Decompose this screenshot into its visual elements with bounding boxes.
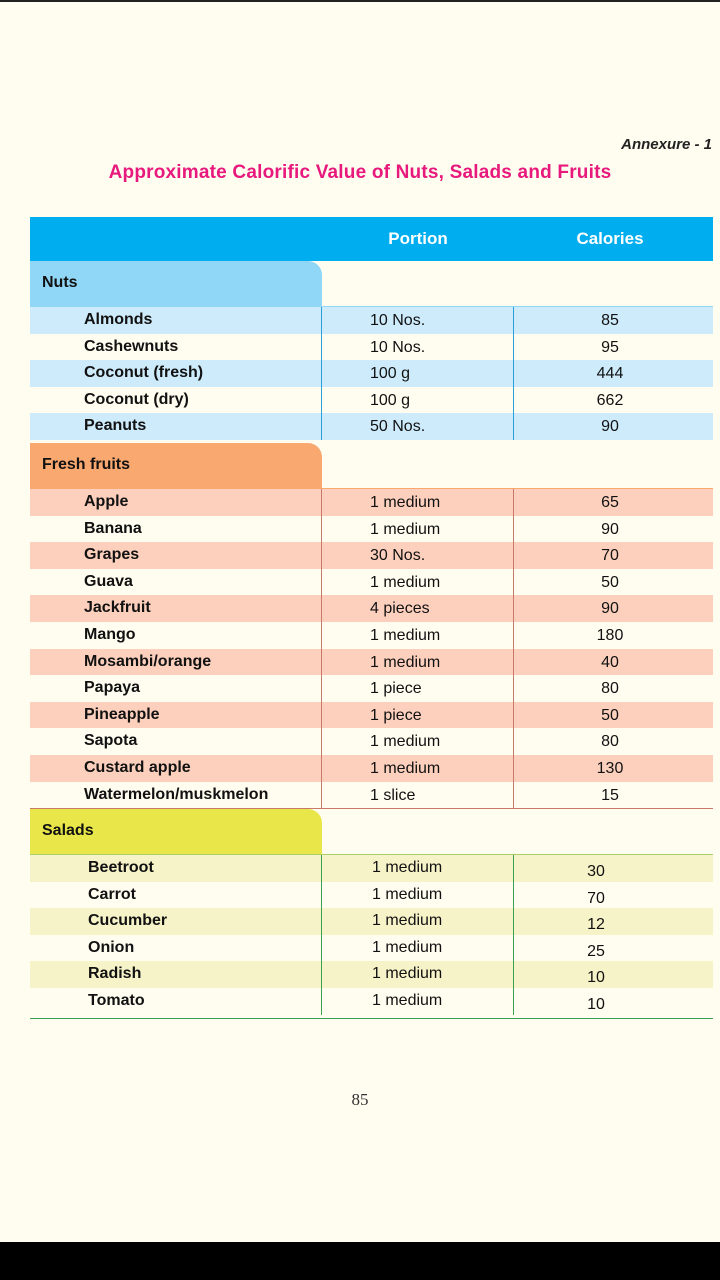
table-row <box>30 334 713 361</box>
section-fresh-fruits <box>30 443 713 809</box>
food-name: Banana <box>84 519 142 537</box>
calories-cell: 40 <box>601 653 619 671</box>
section-header <box>30 261 713 307</box>
section-title: Nuts <box>30 261 322 306</box>
portion-column-header: Portion <box>388 229 448 248</box>
portion-cell: 1 medium <box>370 733 441 751</box>
table-header <box>30 217 713 261</box>
food-name: Mosambi/orange <box>84 652 212 670</box>
portion-cell: 1 medium <box>370 759 441 777</box>
portion-cell: 100 g <box>370 365 411 383</box>
portion-cell: 1 medium <box>372 885 443 903</box>
section-header <box>30 443 713 489</box>
food-name: Cashewnuts <box>84 337 179 355</box>
portion-cell: 10 Nos. <box>370 312 426 329</box>
food-name: Watermelon/muskmelon <box>84 785 269 803</box>
food-name: Pineapple <box>84 705 160 723</box>
calories-cell: 662 <box>596 391 624 409</box>
food-name: Coconut (fresh) <box>84 364 204 382</box>
food-name: Grapes <box>84 546 140 564</box>
bottom-bar <box>0 1242 720 1280</box>
table-row <box>30 413 713 440</box>
calories-cell: 90 <box>601 520 619 538</box>
table-row <box>30 908 713 935</box>
food-name: Peanuts <box>84 417 147 435</box>
calories-cell: 130 <box>596 759 624 777</box>
calories-cell: 65 <box>601 493 619 511</box>
section-rows <box>30 489 713 808</box>
page-title: Approximate Calorific Value of Nuts, Salads and Fruits <box>108 162 612 183</box>
column-divider <box>321 855 322 1015</box>
table-row <box>30 755 713 782</box>
portion-cell: 1 medium <box>370 626 441 644</box>
portion-cell: 1 medium <box>372 938 443 956</box>
page-number: 85 <box>351 1090 369 1109</box>
food-name: Apple <box>84 492 129 510</box>
portion-cell: 50 Nos. <box>370 418 426 436</box>
table-row <box>30 935 713 962</box>
food-name: Jackfruit <box>84 599 151 617</box>
calories-cell: 10 <box>587 996 605 1014</box>
calories-cell: 30 <box>587 863 605 881</box>
column-divider <box>321 307 322 440</box>
table-row <box>30 855 713 882</box>
portion-cell: 10 Nos. <box>370 338 426 356</box>
food-name: Tomato <box>88 992 145 1010</box>
calories-column-header: Calories <box>576 229 644 248</box>
table-row <box>30 728 713 755</box>
table-row <box>30 649 713 676</box>
calories-cell: 80 <box>601 680 619 698</box>
food-name: Coconut (dry) <box>84 390 189 408</box>
table-row <box>30 622 713 649</box>
calories-cell: 12 <box>587 916 605 934</box>
portion-cell: 1 medium <box>370 493 441 511</box>
column-divider <box>513 855 514 1015</box>
calorie-table <box>30 217 713 1019</box>
column-divider <box>513 489 514 808</box>
column-divider <box>321 489 322 808</box>
section-rows <box>30 307 713 440</box>
table-bottom-rule <box>30 1018 713 1019</box>
section-rows <box>30 855 713 1015</box>
table-row <box>30 961 713 988</box>
calories-cell: 70 <box>587 889 605 907</box>
portion-cell: 1 medium <box>372 912 443 930</box>
table-row <box>30 307 713 334</box>
table-row <box>30 595 713 622</box>
portion-cell: 1 medium <box>372 992 443 1010</box>
food-name: Papaya <box>84 679 141 697</box>
food-name: Sapota <box>84 732 138 750</box>
annexure-label: Annexure - 1 <box>621 136 712 153</box>
table-row <box>30 675 713 702</box>
food-name: Guava <box>84 572 133 590</box>
section-nuts <box>30 261 713 443</box>
table-row <box>30 360 713 387</box>
table-row <box>30 516 713 543</box>
calories-cell: 50 <box>601 573 619 591</box>
table-row <box>30 882 713 909</box>
food-name: Beetroot <box>88 859 154 877</box>
food-name: Onion <box>88 938 135 956</box>
calories-cell: 180 <box>596 626 624 644</box>
calories-cell: 15 <box>601 786 619 804</box>
calories-cell: 95 <box>601 338 619 356</box>
portion-cell: 4 pieces <box>370 600 430 618</box>
portion-cell: 1 piece <box>370 706 422 724</box>
portion-cell: 100 g <box>370 391 411 409</box>
calories-cell: 90 <box>601 418 619 436</box>
food-name: Almonds <box>84 311 153 328</box>
column-divider <box>513 307 514 440</box>
section-title: Salads <box>30 809 322 854</box>
table-row <box>30 702 713 729</box>
table-row <box>30 569 713 596</box>
calories-cell: 10 <box>587 969 605 987</box>
portion-cell: 1 slice <box>370 786 416 804</box>
portion-cell: 1 medium <box>372 965 443 983</box>
portion-cell: 30 Nos. <box>370 547 426 565</box>
table-row <box>30 489 713 516</box>
calories-cell: 90 <box>601 600 619 618</box>
food-name: Mango <box>84 625 136 643</box>
calories-cell: 25 <box>587 942 605 960</box>
top-edge <box>0 0 720 2</box>
table-row <box>30 988 713 1015</box>
food-name: Cucumber <box>88 912 168 930</box>
portion-cell: 1 medium <box>370 573 441 591</box>
portion-cell: 1 medium <box>372 859 443 877</box>
section-salads <box>30 809 713 1019</box>
calories-cell: 70 <box>601 547 619 565</box>
calories-cell: 85 <box>601 312 619 329</box>
table-row <box>30 782 713 809</box>
portion-cell: 1 medium <box>370 653 441 671</box>
section-header <box>30 809 713 855</box>
calories-cell: 444 <box>596 365 624 383</box>
table-row <box>30 542 713 569</box>
portion-cell: 1 piece <box>370 680 422 698</box>
portion-cell: 1 medium <box>370 520 441 538</box>
section-title: Fresh fruits <box>30 443 322 488</box>
food-name: Custard apple <box>84 758 191 776</box>
calories-cell: 50 <box>601 706 619 724</box>
table-row <box>30 387 713 414</box>
food-name: Radish <box>88 965 142 983</box>
food-name: Carrot <box>88 885 137 903</box>
calories-cell: 80 <box>601 733 619 751</box>
